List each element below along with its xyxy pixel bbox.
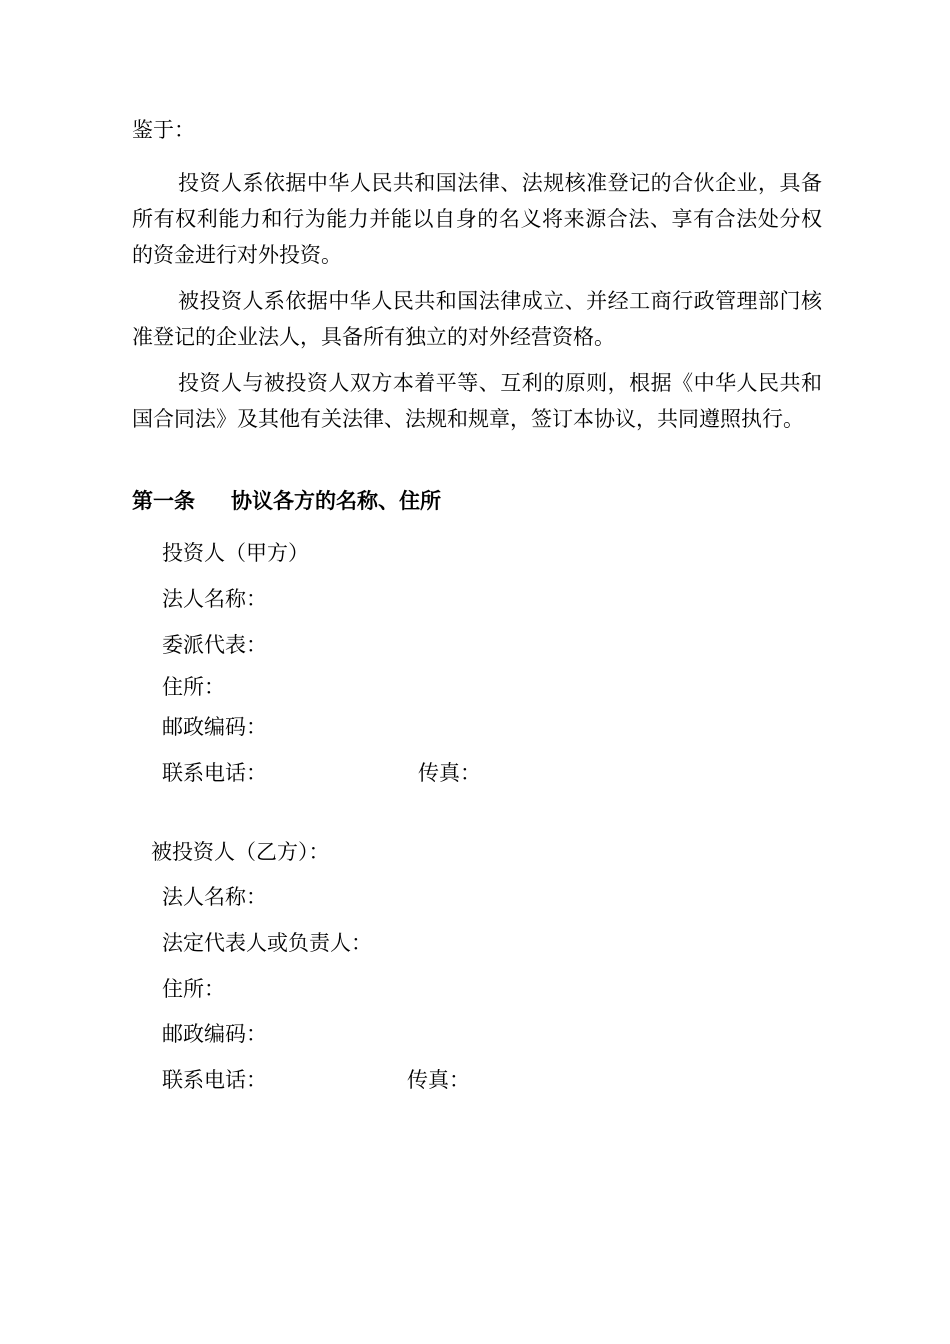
party-b-rep-label: 法定代表人或负责人： (162, 931, 372, 955)
article-title: 协议各方的名称、住所 (231, 489, 441, 513)
article-heading (132, 488, 441, 514)
party-b-phone-label: 联系电话： (162, 1068, 267, 1092)
party-a-address-label: 住所： (162, 675, 225, 699)
intro-text: 鉴于： (132, 118, 195, 142)
party-a-rep-label: 委派代表： (162, 633, 267, 657)
party-a-postcode-label: 邮政编码： (162, 715, 267, 739)
party-b-fax-label: 传真： (407, 1068, 470, 1092)
paragraph-investee: 被投资人系依据中华人民共和国法律成立、并经工商行政管理部门核准登记的企业法人，具备所有独立的对外经营资格。 (132, 289, 822, 349)
party-a-name-label: 法人名称： (162, 587, 267, 611)
party-a-heading: 投资人（甲方） (162, 541, 309, 565)
paragraph-investor: 投资人系依据中华人民共和国法律、法规核准登记的合伙企业，具备所有权利能力和行为能力并能以自身的名义将来源合法、享有合法处分权的资金进行对外投资。 (132, 171, 822, 267)
party-a-fax-label: 传真： (418, 761, 481, 785)
paragraph-agreement: 投资人与被投资人双方本着平等、互利的原则，根据《中华人民共和国合同法》及其他有关法律、法规和规章，签订本协议，共同遵照执行。 (132, 371, 822, 431)
party-b-name-label: 法人名称： (162, 885, 267, 909)
party-b-address-label: 住所： (162, 977, 225, 1001)
party-a-phone-label: 联系电话： (162, 761, 267, 785)
party-b-postcode-label: 邮政编码： (162, 1022, 267, 1046)
party-b-heading: 被投资人（乙方）： (151, 840, 330, 864)
article-number: 第一条 (132, 489, 195, 513)
